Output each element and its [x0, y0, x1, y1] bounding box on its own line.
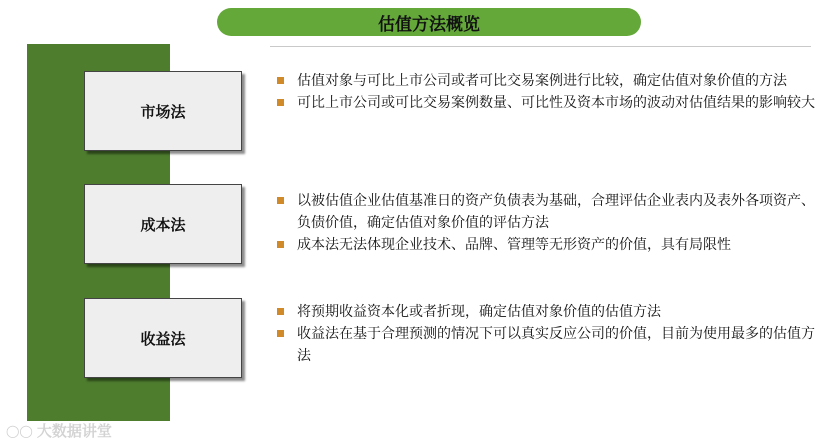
method-box-cost: [84, 184, 242, 264]
bullet-square-icon: [277, 308, 284, 315]
bullet-text: 收益法在基于合理预测的情况下可以真实反应公司的价值，目前为使用最多的估值方法: [297, 326, 815, 364]
list-item: [275, 234, 820, 256]
method-label-market: 市场法: [140, 102, 186, 121]
method-label-income: 收益法: [140, 329, 186, 348]
method-box-income: [84, 298, 242, 378]
title-divider: [270, 46, 811, 47]
list-item: [275, 92, 820, 114]
watermark: [6, 420, 112, 441]
bullet-square-icon: [277, 77, 284, 84]
list-item: [275, 323, 820, 367]
logo-icon: ◯◯: [6, 423, 33, 438]
list-item: [275, 190, 820, 234]
watermark-text: 大数据讲堂: [36, 422, 112, 440]
list-item: [275, 70, 820, 92]
bullet-list-income: [275, 301, 820, 367]
bullet-list-market: [275, 70, 820, 114]
method-box-market: [84, 71, 242, 151]
bullet-list-cost: [275, 190, 820, 256]
bullet-text: 以被估值企业估值基准日的资产负债表为基础，合理评估企业表内及表外各项资产、负债价值，确定估值对象价值的评估方法: [297, 193, 815, 231]
bullet-text: 估值对象与可比上市公司或者可比交易案例进行比较，确定估值对象价值的方法: [297, 73, 787, 89]
bullet-square-icon: [277, 197, 284, 204]
bullet-square-icon: [277, 241, 284, 248]
list-item: [275, 301, 820, 323]
bullet-square-icon: [277, 330, 284, 337]
page-title: 估值方法概览: [217, 8, 641, 36]
bullet-text: 可比上市公司或可比交易案例数量、可比性及资本市场的波动对估值结果的影响较大: [297, 95, 815, 111]
method-label-cost: 成本法: [140, 215, 186, 234]
bullet-text: 成本法无法体现企业技术、品牌、管理等无形资产的价值，具有局限性: [297, 237, 731, 253]
bullet-square-icon: [277, 99, 284, 106]
bullet-text: 将预期收益资本化或者折现，确定估值对象价值的估值方法: [297, 304, 661, 320]
